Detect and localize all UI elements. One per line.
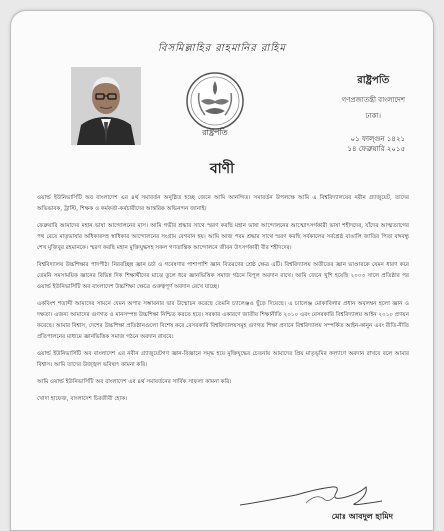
office-title: রাষ্ট্রপতি (357, 75, 390, 86)
letter-paragraph: খোদা হাফেজ, বাংলাদেশ চিরজীবী হোক। (37, 396, 128, 402)
letter-heading: বাণী (209, 161, 235, 177)
letter-paragraph: আমি ওয়ার্ল্ড ইউনিভার্সিটি অব বাংলাদেশ এর ৪র্থ সমাবর্তনের সার্বিক সাফল্য কামনা করি। (37, 379, 232, 385)
office-country: গণপ্রজাতন্ত্রী বাংলাদেশ (341, 96, 405, 104)
date-english: ১৪ ফেব্রুয়ারি ২০১৫ (347, 145, 405, 153)
government-emblem-icon (185, 71, 245, 131)
letter-paragraph: একবিংশ শতাব্দী আমাদের সামনে যেমন অপার সম্ভাবনার দ্বার উন্মোচন করেছে তেমনি চ্যালেঞ্জও ছুঁড়ে দিয়েছে। এ চ্যালেঞ্জ মোকাবিলার প্রধান অবলম্বন হলো জ্ঞান ও দক্ষতা। এজন্য আমাদের গুণগত ও মানসম্পন্ন উচ্চশিক্ষা নিশ্চিত করতে হবে। সরকার একারণে জাতীয় শিক্ষানীতি ২০১০ এবং বেসরকারি বিশ্ববিদ্যালয় আইন ২০১০ প্রণয়ন করেছে। আমার বিশ্বাস, দেশের উচ্চশিক্ষা প্রতিষ্ঠানগুলো বিশেষ করে বেসরকারি বিশ্ববিদ্যালয়সমূহ গুণগত শিক্ষা প্রদানে বিশ্ববিদ্যালয় সম্পর্কিত আইন-কানুন এবং রীতি-নীতি প্রতিপালনের মাধ্যমে জ্ঞানভিত্তিক সমাজ গঠনে অবদান রাখবে। (37, 301, 409, 340)
letter-dates (347, 134, 405, 154)
office-city: ঢাকা। (365, 112, 381, 120)
president-portrait (71, 67, 141, 145)
letter-body (37, 193, 409, 411)
emblem-caption: রাষ্ট্রপতি (202, 128, 228, 137)
letter-paragraph: বিশ্ববিদ্যালয় উচ্চশিক্ষার পাদপীঠ। নিরবচ্ছিন্ন জ্ঞান চর্চা ও গবেষণার পাশাপাশি জ্ঞান বিতরণের শ্রেষ্ঠ ক্ষেত্র এটি। বিশ্ববিদ্যালয় অতীতের জ্ঞান ভাণ্ডারকে যেমন ধারণ করে তেমনি সমসাময়িক জ্ঞানের বিভিন্ন দিক শিক্ষার্থীদের মাঝে তুলে ধরে জ্ঞানভিত্তিক সমাজ গঠনে বিপুল অবদান রাখে। আমি জেনে খুশি হয়েছি ২০০৩ সালে প্রতিষ্ঠার পর ওয়ার্ল্ড ইউনিভার্সিটি অব বাংলাদেশ উচ্চশিক্ষা ক্ষেত্রে গুরুত্বপূর্ণ অবদান রেখে যাচ্ছে। (37, 262, 409, 290)
office-block (342, 73, 406, 122)
bismillah-calligraphy: বিসমিল্লাহির রাহমানির রাহিম (158, 43, 286, 54)
letter-paragraph: ফেব্রুয়ারি আমাদের মহান ভাষা আন্দোলনের মাস। আমি গভীর শ্রদ্ধার সাথে স্মরণ করছি মহান ভাষা আন্দোলনের আত্মোৎসর্গকারী ভাষা শহীদদের, যাঁদের আত্মত্যাগের পথ বেয়ে মাতৃভাষার অধিকারসহ স্বাধিকার আন্দোলনের সংগ্রাম বেগবান হয়। আমি আজ পরম শ্রদ্ধার সাথে স্মরণ করছি সর্বকালের সর্বশ্রেষ্ঠ বাঙালি জাতির পিতা বঙ্গবন্ধু শেখ মুজিবুর রহমানকে। স্মরণ করছি মহান মুক্তিযুদ্ধসহ সকল গণতান্ত্রিক আন্দোলনে জীবন উৎসর্গকারী বীর শহীদদের। (37, 223, 409, 251)
letter-paragraph: ওয়ার্ল্ড ইউনিভার্সিটি অব বাংলাদেশ এর নবীন গ্র্যাজুয়েটগণ জ্ঞান-বিজ্ঞানে সমৃদ্ধ হয়ে মুক্তিযুদ্ধের চেতনায় আমাদের প্রিয় মাতৃভূমির কল্যাণে অবদান রাখবে বলে আমার বিশ্বাস। আমি তাদের উজ্জ্বল ভবিষ্যৎ কামনা করি। (37, 351, 409, 368)
letter-sheet (10, 10, 434, 531)
letter-paragraph: ওয়ার্ল্ড ইউনিভার্সিটি অব বাংলাদেশ এর ৪র্থ সমাবর্তন অনুষ্ঠিত হচ্ছে জেনে আমি আনন্দিত। সমাবর্তন উপলক্ষে আমি এ বিশ্ববিদ্যালয়ের নবীন গ্র্যাজুয়েট, তাদের অভিভাবক, ট্রাস্টি, শিক্ষক ও কর্মকর্তা-কর্মচারীদের আন্তরিক অভিনন্দন জানাই। (37, 195, 409, 212)
date-bangla: ০১ ফাল্গুন ১৪২১ (350, 135, 405, 143)
signer-name: মোঃ আবদুল হামিদ (331, 511, 393, 521)
handwritten-signature (236, 481, 386, 511)
